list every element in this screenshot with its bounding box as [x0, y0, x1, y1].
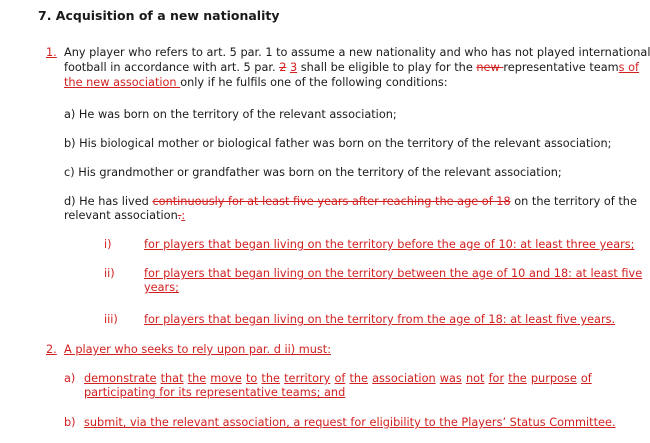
word: not — [465, 372, 485, 385]
paragraph-1-text: representative team — [503, 61, 619, 74]
paragraph-1-text: football in accordance with art. 5 par. — [64, 61, 280, 74]
paragraph-1-line-1: Any player who refers to art. 5 par. 1 to assume a new nationality and who has not played international — [64, 46, 650, 59]
word: purpose — [530, 372, 577, 385]
paragraph-1-line-2 — [64, 61, 639, 74]
word: demonstrate — [84, 372, 157, 385]
condition-d-line-2 — [64, 209, 185, 222]
inserted-text: : — [181, 209, 186, 222]
sub-item-iii-number: iii) — [104, 313, 118, 326]
condition-a: a) He was born on the territory of the relevant association; — [64, 108, 397, 121]
condition-d-text: relevant association — [64, 209, 178, 222]
word: the — [187, 372, 207, 385]
inserted-text: s of — [618, 61, 640, 74]
paragraph-1-number: 1. — [46, 46, 57, 59]
inserted-text: the new association — [64, 76, 181, 89]
paragraph-2-number: 2. — [46, 343, 57, 356]
paragraph-1-text: shall be eligible to play for the — [297, 61, 477, 74]
word: for — [488, 372, 505, 385]
condition-d-text: on the territory of the — [510, 195, 637, 208]
paragraph-2-item-b-text: submit, via the relevant association, a request for eligibility to the Players’ Status Committee. — [84, 416, 616, 429]
word: the — [508, 372, 527, 385]
sub-item-iii-text: for players that began living on the territory from the age of 18: at least five years. — [144, 313, 616, 326]
paragraph-2-text: A player who seeks to rely upon par. d ii) must: — [64, 343, 332, 356]
deleted-text: new — [476, 61, 504, 74]
word: was — [439, 372, 462, 385]
word: the — [261, 372, 280, 385]
deleted-text: 2 — [279, 61, 287, 74]
paragraph-1-line-3 — [64, 76, 448, 89]
condition-d-text: d) He has lived — [64, 195, 153, 208]
word: of — [334, 372, 346, 385]
deleted-text: . — [177, 209, 182, 222]
sub-item-ii-number: ii) — [104, 267, 115, 280]
condition-c: c) His grandmother or grandfather was born on the territory of the relevant association; — [64, 166, 562, 179]
sub-item-ii-text-line-2: years; — [144, 281, 179, 294]
word: of — [580, 372, 592, 385]
section-heading: 7. Acquisition of a new nationality — [38, 8, 280, 23]
paragraph-1-text: only if he fulfils one of the following conditions: — [180, 76, 448, 89]
word: to — [245, 372, 258, 385]
word: that — [160, 372, 184, 385]
word: territory — [284, 372, 331, 385]
paragraph-2-item-a-label: a) — [64, 372, 76, 385]
paragraph-2-item-a-line-1 — [84, 372, 592, 385]
condition-b: b) His biological mother or biological father was born on the territory of the relevant association; — [64, 137, 612, 150]
condition-d-line-1 — [64, 195, 637, 208]
paragraph-2-item-a-line-2: participating for its representative teams; and — [84, 386, 346, 399]
paragraph-2-item-b-label: b) — [64, 416, 76, 429]
sub-item-i-number: i) — [104, 238, 112, 251]
word: move — [210, 372, 242, 385]
sub-item-i-text: for players that began living on the territory before the age of 10: at least three years; — [144, 238, 635, 251]
word: the — [349, 372, 369, 385]
deleted-text: continuously for at least five years after reaching the age of 18 — [152, 195, 511, 208]
word: association — [372, 372, 436, 385]
sub-item-ii-text-line-1: for players that began living on the territory between the age of 10 and 18: at least five — [144, 267, 643, 280]
inserted-text: 3 — [289, 61, 298, 74]
